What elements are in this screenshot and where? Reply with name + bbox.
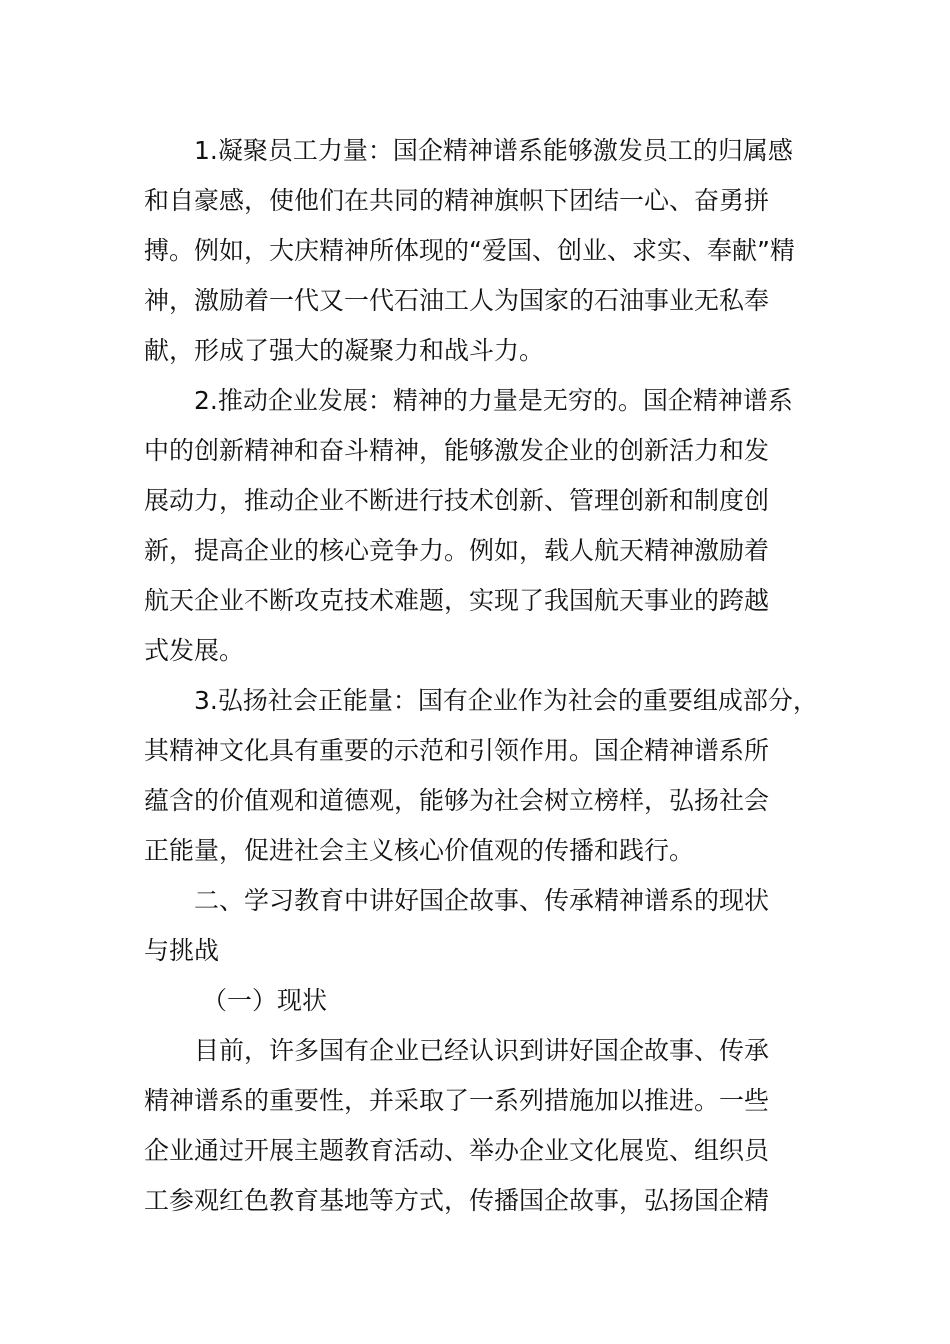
text-line: 企业通过开展主题教育活动、举办企业文化展览、组织员	[144, 1136, 770, 1165]
text-line: 中的创新精神和奋斗精神，能够激发企业的创新活力和发	[144, 436, 770, 465]
text-line: 和自豪感，使他们在共同的精神旗帜下团结一心、奋勇拼	[144, 186, 770, 215]
heading-line: 与挑战	[144, 936, 220, 965]
text-line: 正能量，促进社会主义核心价值观的传播和践行。	[144, 836, 695, 865]
text-line: 2.推动企业发展：精神的力量是无穷的。国企精神谱系	[194, 386, 793, 415]
text-line: 精神谱系的重要性，并采取了一系列措施加以推进。一些	[144, 1086, 770, 1115]
text-line: 1.凝聚员工力量：国企精神谱系能够激发员工的归属感	[194, 136, 793, 165]
document-body	[144, 126, 824, 1226]
heading-line: 二、学习教育中讲好国企故事、传承精神谱系的现状	[194, 886, 770, 915]
paragraph-promote-development	[144, 376, 824, 676]
text-line: 新，提高企业的核心竞争力。例如，载人航天精神激励着	[144, 536, 770, 565]
text-line: 神，激励着一代又一代石油工人为国家的石油事业无私奉	[144, 286, 770, 315]
paragraph-social-energy	[144, 676, 824, 876]
text-line: 式发展。	[144, 636, 245, 665]
section-heading-status-challenges	[144, 876, 824, 976]
paragraph-current-status	[144, 1026, 824, 1226]
text-line: 献，形成了强大的凝聚力和战斗力。	[144, 336, 545, 365]
text-line: 蕴含的价值观和道德观，能够为社会树立榜样，弘扬社会	[144, 786, 770, 815]
text-line: 3.弘扬社会正能量：国有企业作为社会的重要组成部分，	[194, 686, 818, 715]
text-line: 展动力，推动企业不断进行技术创新、管理创新和制度创	[144, 486, 770, 515]
heading-line: （一）现状	[202, 986, 328, 1015]
text-line: 工参观红色教育基地等方式，传播国企故事，弘扬国企精	[144, 1186, 770, 1215]
text-line: 搏。例如，大庆精神所体现的“爱国、创业、求实、奉献”精	[144, 236, 795, 265]
text-line: 其精神文化具有重要的示范和引领作用。国企精神谱系所	[144, 736, 770, 765]
paragraph-unite-staff	[144, 126, 824, 376]
subsection-heading-status	[144, 976, 824, 1026]
text-line: 目前，许多国有企业已经认识到讲好国企故事、传承	[194, 1036, 770, 1065]
text-line: 航天企业不断攻克技术难题，实现了我国航天事业的跨越	[144, 586, 770, 615]
